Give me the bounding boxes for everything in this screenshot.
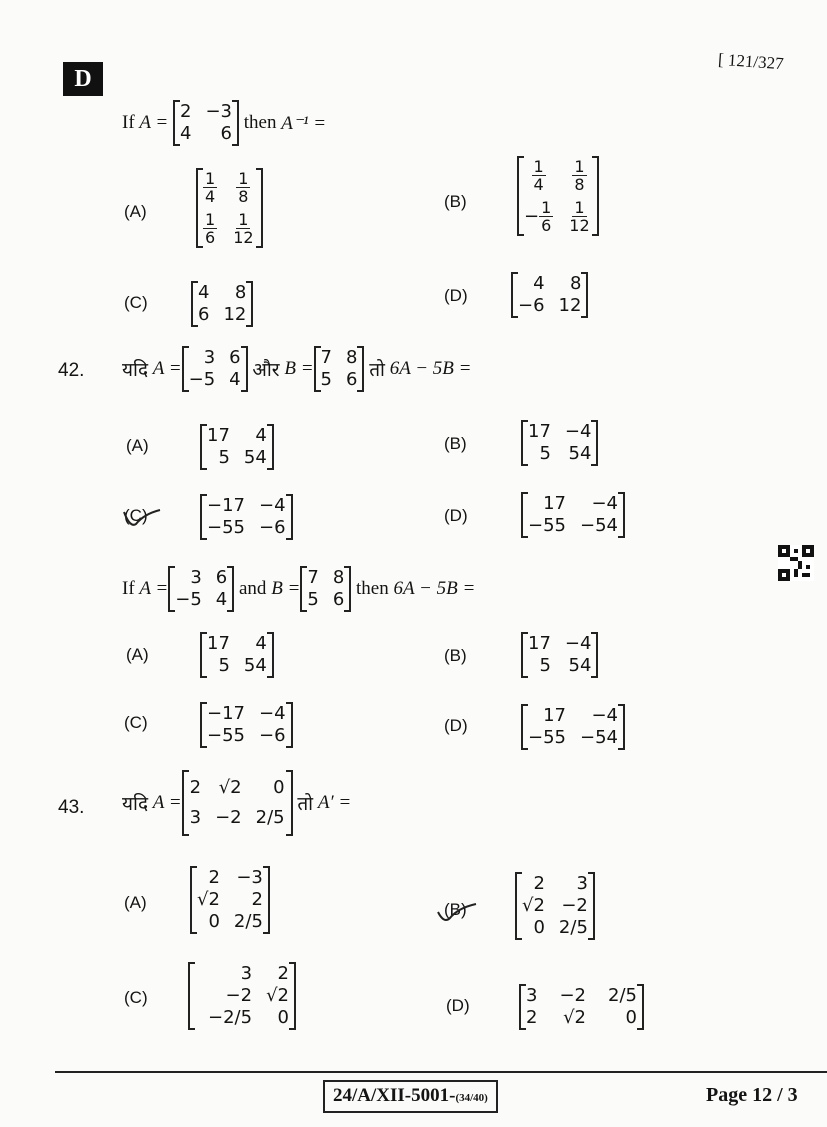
q41-option-b-matrix: $\frac{1}{4}$ $\frac{1}{8}$ − $\frac{1}{6}$ $\frac{1}{12}$ [517,156,599,236]
q41-stem [122,100,326,146]
q41-option-a-label[interactable]: (A) [124,202,147,221]
q42-en-option-c-matrix: −17 −4 −55 −6 [200,702,293,748]
q43-option-c-label[interactable]: (C) [124,988,148,1007]
q42-matrix-b-hi: 7 8 5 6 [314,346,365,392]
q41-option-c-label[interactable]: (C) [124,293,148,312]
q41-if: If [122,112,135,133]
q42-english-stem: If A = 3 6 −5 4 and B = 7 8 5 6 then 6A − 5B = [122,567,476,610]
q42-hi-option-d-label[interactable]: (D) [444,506,468,525]
q42-en-option-b-matrix: 17 −4 5 54 [521,632,598,678]
q41-option-d-matrix: 4 8 −6 12 [511,272,588,318]
q43-option-d-matrix: 3 −2 2/5 2 √2 0 [519,984,644,1030]
q42-hi-option-d-matrix: 17 −4 −55 −54 [521,492,625,538]
q41-option-b-label[interactable]: (B) [444,192,467,211]
set-badge: D [63,62,103,96]
q42-en-option-a-matrix: 17 4 5 54 [200,632,274,678]
q42-en-option-a-label[interactable]: (A) [126,645,149,664]
q41-option-d-label[interactable]: (D) [444,286,468,305]
q42-matrix-b-en: 7 8 5 6 [300,566,351,612]
q43-stem: यदि A = 2 √2 0 3 −2 2/5 तो A′ = [122,770,351,836]
q42-hi-option-c-matrix: −17 −4 −55 −6 [200,494,293,540]
q41-a-label: A = [139,112,169,133]
q42-hindi-stem: यदि A = 3 6 −5 4 और B = 7 8 5 6 तो 6A − 5B = [122,347,472,390]
q41-option-c-matrix: 4 8 6 12 [191,281,253,327]
q42-matrix-a-en: 3 6 −5 4 [168,566,234,612]
q41-then: then [243,112,277,133]
q42-hi-option-a-matrix: 17 4 5 54 [200,424,274,470]
q43-matrix-a: 2 √2 0 3 −2 2/5 [182,770,293,836]
q42-hi-option-a-label[interactable]: (A) [126,436,149,455]
q42-matrix-a-hi: 3 6 −5 4 [182,346,248,392]
paper-code: 24/A/XII-5001-(34/40) [323,1080,498,1113]
q43-number: 43. [58,797,85,818]
q41-option-a-matrix: $\frac{1}{4}$ $\frac{1}{8}$ $\frac{1}{6}$ $\frac{1}{12}$ [196,168,263,248]
handwritten-tick-mark-2 [436,898,480,926]
qr-code-icon [778,545,814,581]
q43-option-c-matrix: 3 2 −2 √2 −2/5 0 [188,962,296,1030]
q43-option-d-label[interactable]: (D) [446,996,470,1015]
q42-hi-option-b-matrix: 17 −4 5 54 [521,420,598,466]
q43-option-a-matrix: 2 −3 √2 2 0 2/5 [190,866,270,934]
q42-en-option-c-label[interactable]: (C) [124,713,148,732]
handwritten-tick-mark [120,502,164,532]
q42-en-option-b-label[interactable]: (B) [444,646,467,665]
q42-en-option-d-label[interactable]: (D) [444,716,468,735]
q42-hi-option-c-label[interactable]: (C) [124,506,148,525]
q42-number: 42. [58,360,85,381]
page-number: Page 12 / 3 [706,1084,798,1106]
q41-matrix-a: 2 −3 4 6 [173,100,239,146]
q42-en-option-d-matrix: 17 −4 −55 −54 [521,704,625,750]
q43-option-a-label[interactable]: (A) [124,893,147,912]
q43-option-b-matrix: 2 3 √2 −2 0 2/5 [515,872,595,940]
footer-divider [55,1071,827,1073]
q41-expr: A⁻¹ = [281,112,327,134]
q42-hi-option-b-label[interactable]: (B) [444,434,467,453]
page-reference: [ 121/327 [717,49,785,74]
q43-option-b-label[interactable]: (B) [444,900,467,919]
